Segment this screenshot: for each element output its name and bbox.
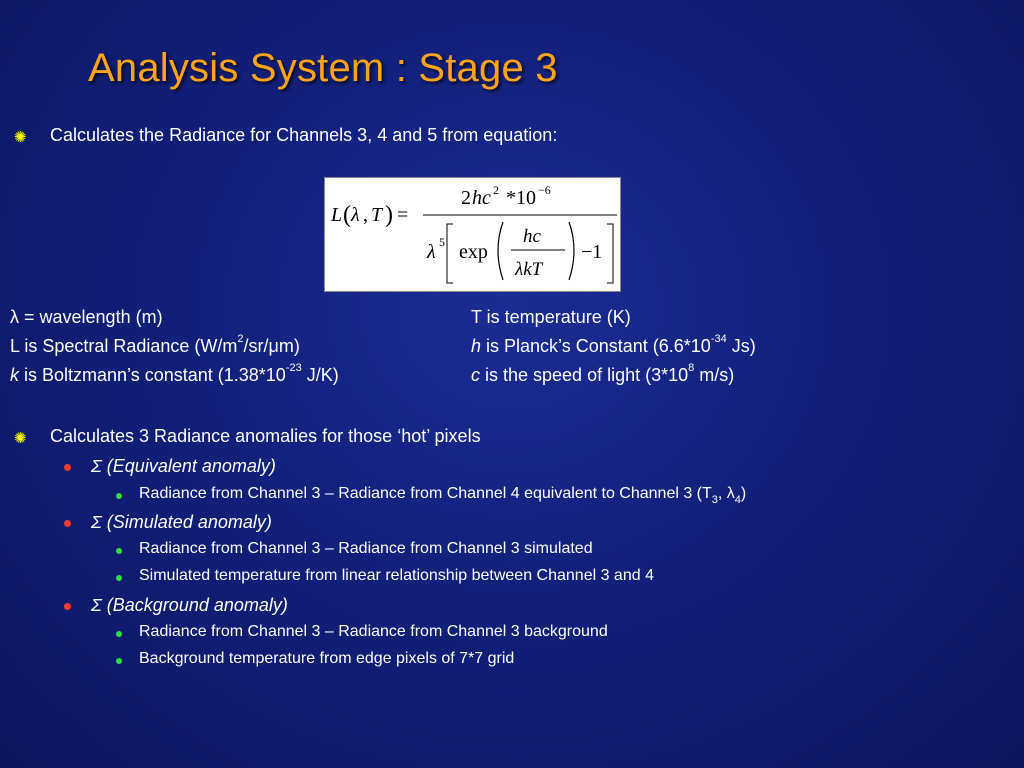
svg-text:5: 5 — [439, 235, 445, 249]
green-dot-bullet-icon — [116, 548, 122, 554]
svg-text:(: ( — [343, 202, 351, 228]
radiance-equation — [324, 177, 621, 292]
definition-lambda: λ = wavelength (m) — [10, 307, 163, 327]
svg-text:λkT: λkT — [515, 259, 543, 280]
definition-boltzmann: k is Boltzmann’s constant ($1.38*10^{-23}$ J/K) — [10, 362, 339, 385]
definition-spectral-radiance: L is Spectral Radiance $(W/m^2/sr/\mu m)$ — [10, 333, 300, 356]
svg-text:=: = — [397, 204, 409, 226]
green-dot-bullet-icon — [116, 493, 122, 499]
anomaly-simulated: Σ (Simulated anomaly) — [91, 512, 272, 532]
anomaly-simulated-item: Simulated temperature from linear relationship between Channel 3 and 4 — [139, 567, 654, 584]
svg-text:,: , — [363, 204, 368, 226]
star-bullet-icon: ✺ — [14, 430, 27, 447]
svg-text:L: L — [331, 204, 343, 226]
svg-text:−1: −1 — [581, 241, 603, 263]
svg-text:λ: λ — [351, 204, 360, 226]
svg-text:*10: *10 — [506, 187, 536, 209]
bullet-text: Calculates the Radiance for Channels 3, 4 and 5 from equation: — [50, 125, 558, 145]
definition-temperature: T is temperature (K) — [471, 307, 631, 327]
svg-text:hc: hc — [472, 187, 491, 209]
anomaly-background: Σ (Background anomaly) — [91, 595, 288, 615]
definition-planck: h is Planck’s Constant ($6.6*10^{-34}$ Js) — [471, 333, 756, 356]
anomaly-equivalent: Σ (Equivalent anomaly) — [91, 456, 276, 476]
green-dot-bullet-icon — [116, 631, 122, 637]
svg-text:2: 2 — [461, 187, 471, 209]
svg-text:hc: hc — [523, 226, 541, 247]
svg-text:T: T — [371, 204, 383, 226]
svg-text:2: 2 — [493, 183, 499, 197]
svg-text:λ: λ — [427, 241, 436, 263]
anomaly-simulated-item: Radiance from Channel 3 – Radiance from Channel 3 simulated — [139, 540, 593, 557]
green-dot-bullet-icon — [116, 575, 122, 581]
bullet-text: Calculates 3 Radiance anomalies for those ‘hot’ pixels — [50, 426, 481, 446]
definition-speed-of-light: c is the speed of light ($3*10^8$ m/s) — [471, 362, 735, 385]
slide-title: Analysis System : Stage 3 — [88, 46, 558, 90]
svg-text:exp: exp — [459, 241, 488, 263]
anomaly-background-item: Radiance from Channel 3 – Radiance from Channel 3 background — [139, 623, 608, 640]
anomaly-background-item: Background temperature from edge pixels of 7*7 grid — [139, 650, 515, 667]
red-dot-bullet-icon — [64, 464, 71, 471]
svg-text:−6: −6 — [538, 183, 551, 197]
svg-text:): ) — [385, 202, 393, 228]
star-bullet-icon: ✺ — [14, 129, 27, 146]
anomaly-equivalent-item: Radiance from Channel 3 – Radiance from Channel 4 equivalent to Channel 3 ($T_3$, $\lambda_4$) — [139, 485, 747, 506]
red-dot-bullet-icon — [64, 520, 71, 527]
red-dot-bullet-icon — [64, 603, 71, 610]
green-dot-bullet-icon — [116, 658, 122, 664]
